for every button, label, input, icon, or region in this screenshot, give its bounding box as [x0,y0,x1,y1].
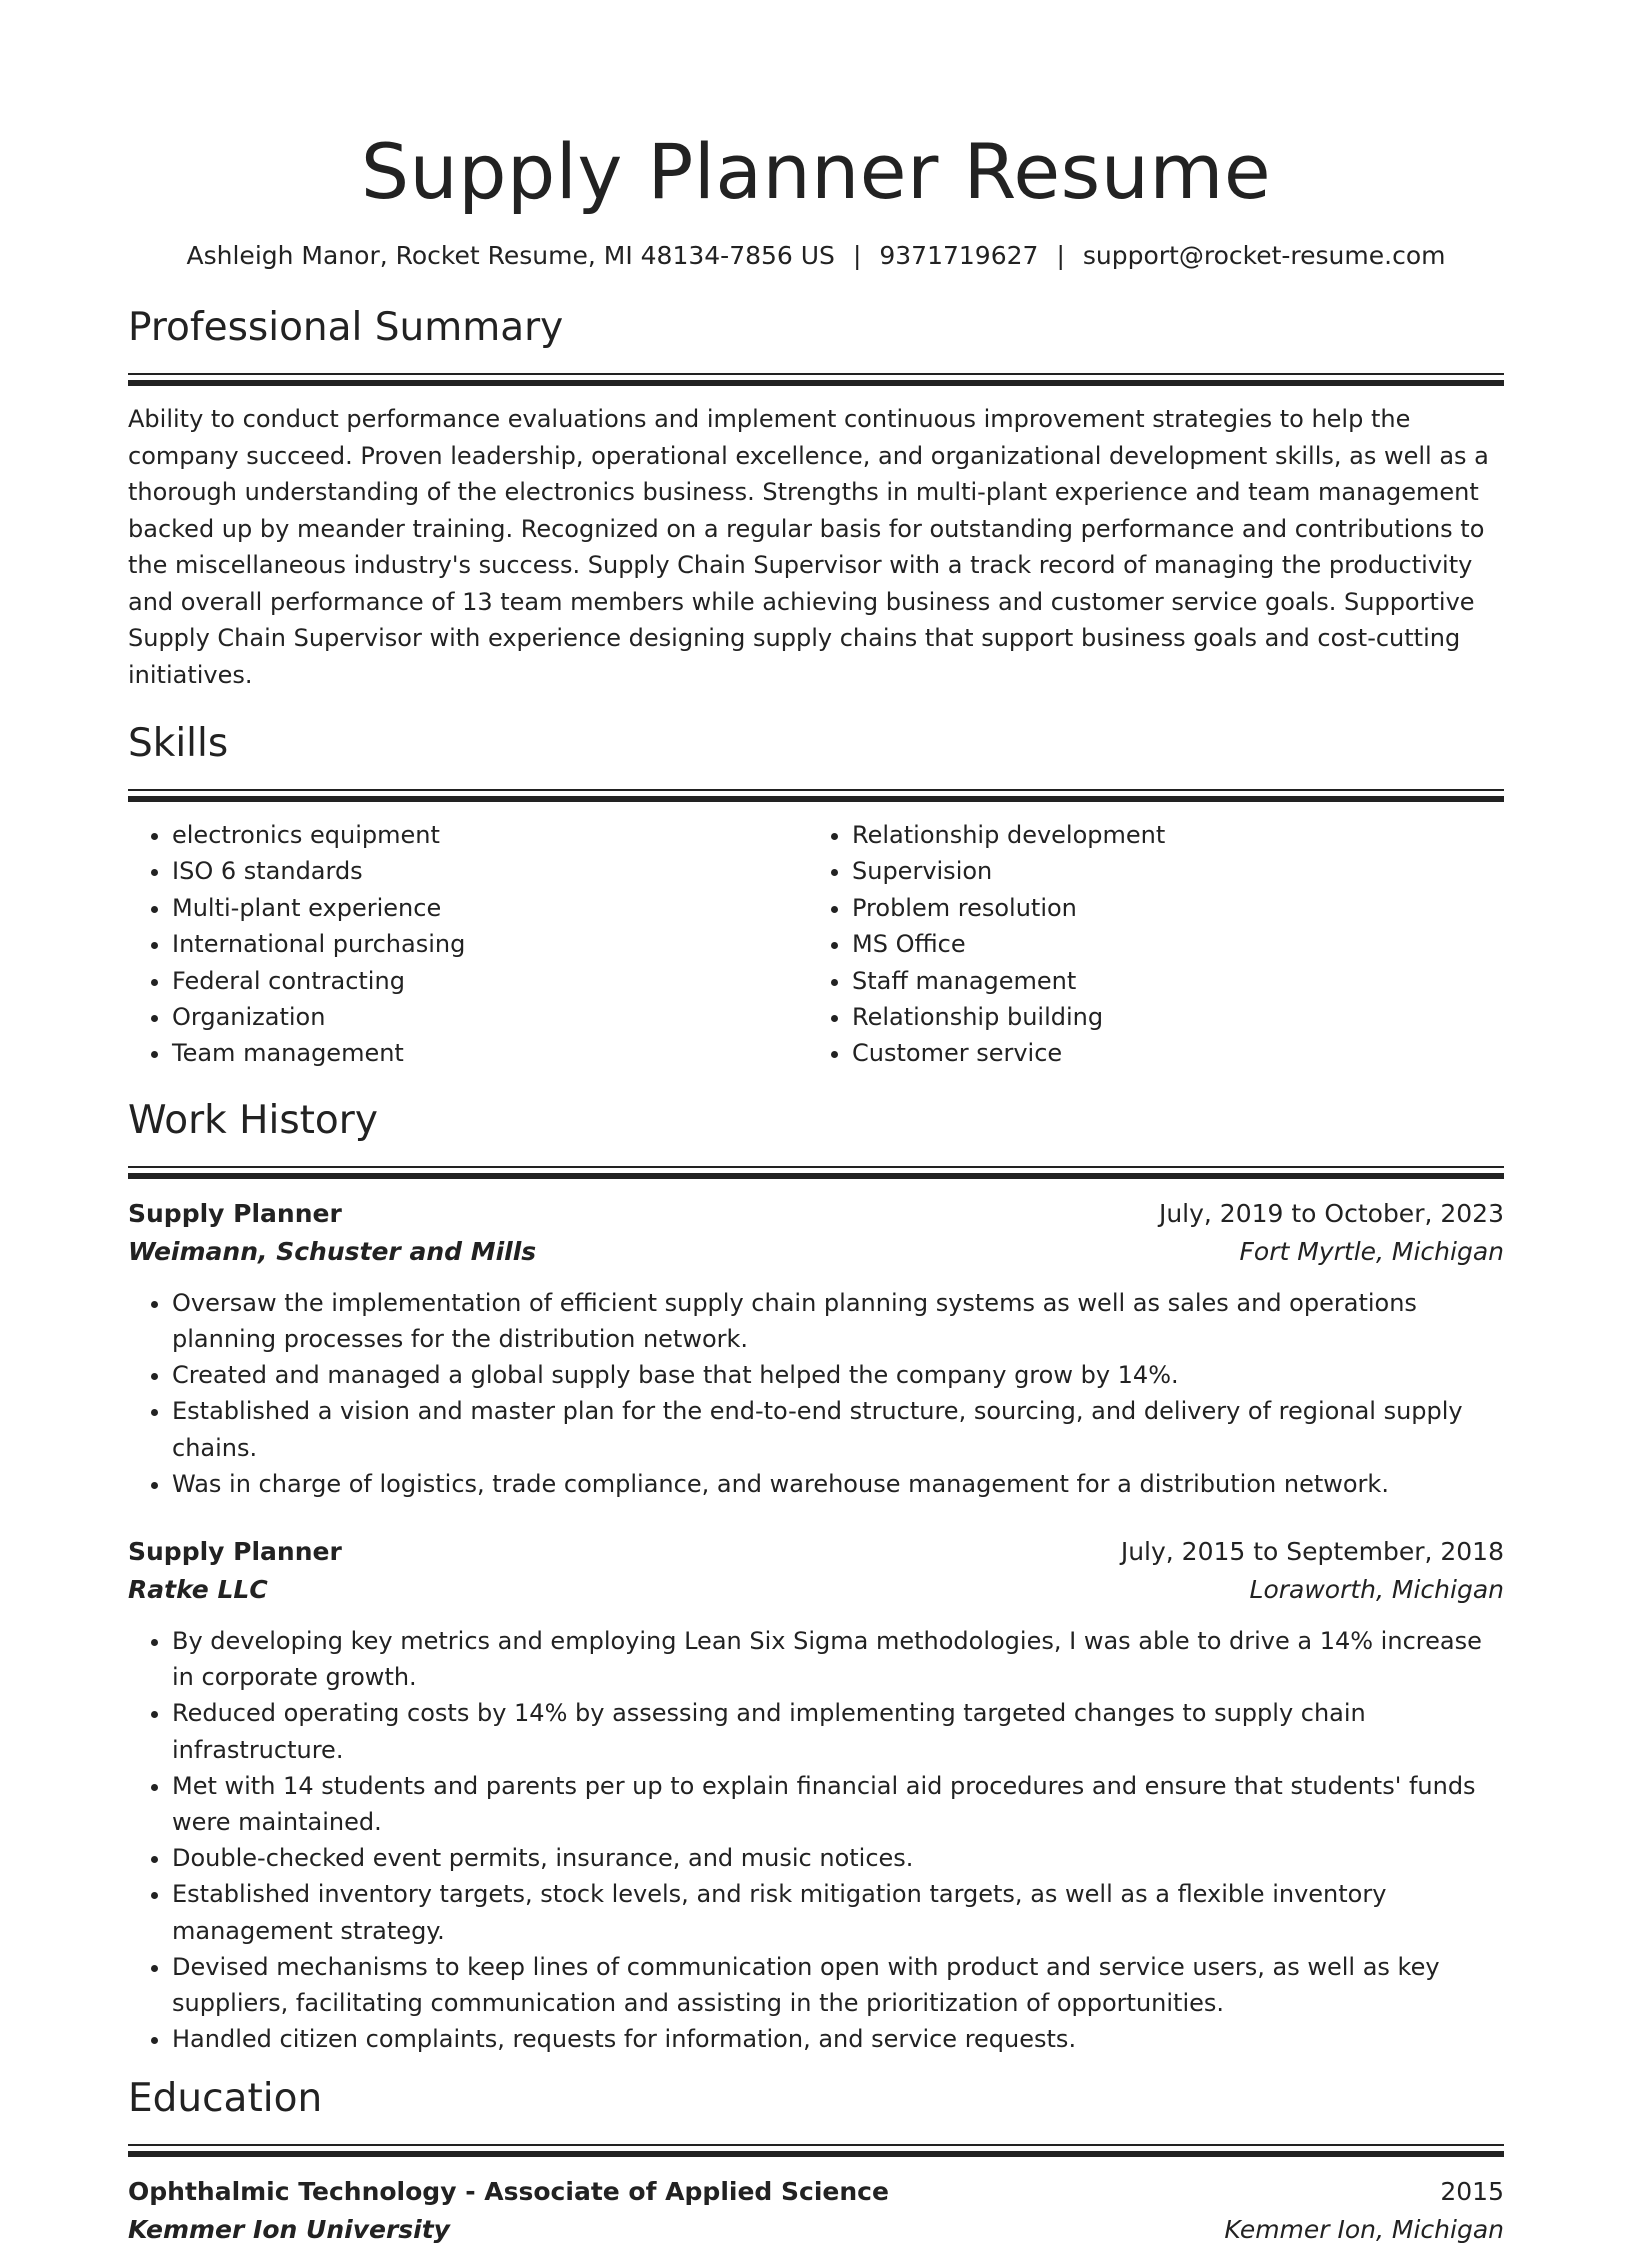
section-divider [128,1166,1504,1179]
job-title: Supply Planner [128,1198,342,1228]
education-year: 2015 [1440,2176,1504,2206]
job-entry [128,1195,1504,1502]
section-divider [128,373,1504,386]
job-bullet: • By developing key metrics and employing Lean Six Sigma methodologies, I was able to drive a 14% increase in corporate growth. [172,1623,1504,1695]
skill-item: • ISO 6 standards [172,853,808,889]
skill-item: • Relationship building [852,999,1504,1035]
job-location: Loraworth, Michigan [1249,1575,1504,1605]
skill-item: • Customer service [852,1035,1504,1071]
contact-separator: | [852,241,862,270]
skill-item: • Team management [172,1035,808,1071]
contact-phone: 9371719627 [879,241,1039,270]
education-subheader [128,2211,1504,2249]
skill-item: • Federal contracting [172,963,808,999]
job-bullet: • Created and managed a global supply base that helped the company grow by 14%. [172,1357,1504,1393]
skill-item: • Staff management [852,963,1504,999]
summary-text: Ability to conduct performance evaluations and implement continuous improvement strategies to help the company succeed. Proven leadership, operational excellence, and organizational development skills, as well as a thorough understanding of the electronics business. Strengths in multi-plant experience and team management backed up by meander training. Recognized on a regular basis for outstanding performance and contributions to the miscellaneous industry's success. Supply Chain Supervisor with a track record of managing the productivity and overall performance of 13 team members while achieving business and customer service goals. Supportive Supply Chain Supervisor with experience designing supply chains that support business goals and cost-cutting initiatives. [128,405,1489,689]
section-divider [128,789,1504,802]
education-section [128,2074,1504,2249]
job-bullet: • Devised mechanisms to keep lines of communication open with product and service users, as well as key suppliers, facilitating communication and assisting in the prioritization of opportunities. [172,1949,1504,2021]
skills-section [128,719,1504,1072]
skill-item: • MS Office [852,926,1504,962]
job-bullet: • Double-checked event permits, insurance, and music notices. [172,1840,1504,1876]
job-entry [128,1533,1504,2057]
section-divider [128,2144,1504,2157]
job-bullet: • Oversaw the implementation of efficient supply chain planning systems as well as sales and operations planning processes for the distribution network. [172,1285,1504,1357]
job-header [128,1195,1504,1233]
job-bullet: • Established inventory targets, stock levels, and risk mitigation targets, as well as a flexible inventory management strategy. [172,1876,1504,1948]
job-bullet: • Was in charge of logistics, trade compliance, and warehouse management for a distribution network. [172,1466,1504,1502]
job-bullet: • Handled citizen complaints, requests for information, and service requests. [172,2021,1504,2057]
job-bullet: • Reduced operating costs by 14% by assessing and implementing targeted changes to supply chain infrastructure. [172,1695,1504,1767]
job-subheader [128,1233,1504,1271]
job-bullets [128,1623,1504,2057]
skill-item: • electronics equipment [172,817,808,853]
work-history-section [128,1096,1504,2058]
contact-email: support@rocket-resume.com [1082,241,1446,270]
education-location: Kemmer Ion, Michigan [1224,2214,1504,2244]
job-title: Supply Planner [128,1537,342,1567]
section-heading: Education [128,2075,323,2121]
skills-list-right [808,817,1504,1072]
education-header [128,2173,1504,2211]
resume-title: Supply Planner Resume [360,127,1272,216]
section-heading: Professional Summary [128,305,564,350]
job-location: Fort Myrtle, Michigan [1239,1236,1504,1266]
skills-list-left [128,817,808,1072]
skill-item: • Relationship development [852,817,1504,853]
job-company: Weimann, Schuster and Mills [128,1236,537,1266]
section-heading: Skills [128,721,229,766]
job-dates: July, 2019 to October, 2023 [1158,1198,1504,1228]
education-school: Kemmer Ion University [128,2214,450,2244]
contact-address: Ashleigh Manor, Rocket Resume, MI 48134-7856 US [186,241,835,270]
skill-item: • Supervision [852,853,1504,889]
job-dates: July, 2015 to September, 2018 [1120,1537,1504,1567]
contact-line [128,238,1504,274]
job-bullet: • Established a vision and master plan for the end-to-end structure, sourcing, and delivery of regional supply chains. [172,1393,1504,1465]
resume-page [128,0,1504,2249]
skills-columns [128,817,1504,1072]
skill-item: • International purchasing [172,926,808,962]
education-entry [128,2173,1504,2249]
skill-item: • Problem resolution [852,890,1504,926]
skill-item: • Organization [172,999,808,1035]
job-bullet: • Met with 14 students and parents per up to explain financial aid procedures and ensure that students' funds were maintained. [172,1768,1504,1840]
section-heading: Work History [128,1097,378,1143]
summary-section [128,303,1504,693]
job-company: Ratke LLC [128,1575,268,1605]
education-degree: Ophthalmic Technology - Associate of Applied Science [128,2176,889,2206]
job-header [128,1533,1504,1571]
job-bullets [128,1285,1504,1502]
job-subheader [128,1571,1504,1609]
contact-separator: | [1056,241,1065,270]
skill-item: • Multi-plant experience [172,890,808,926]
